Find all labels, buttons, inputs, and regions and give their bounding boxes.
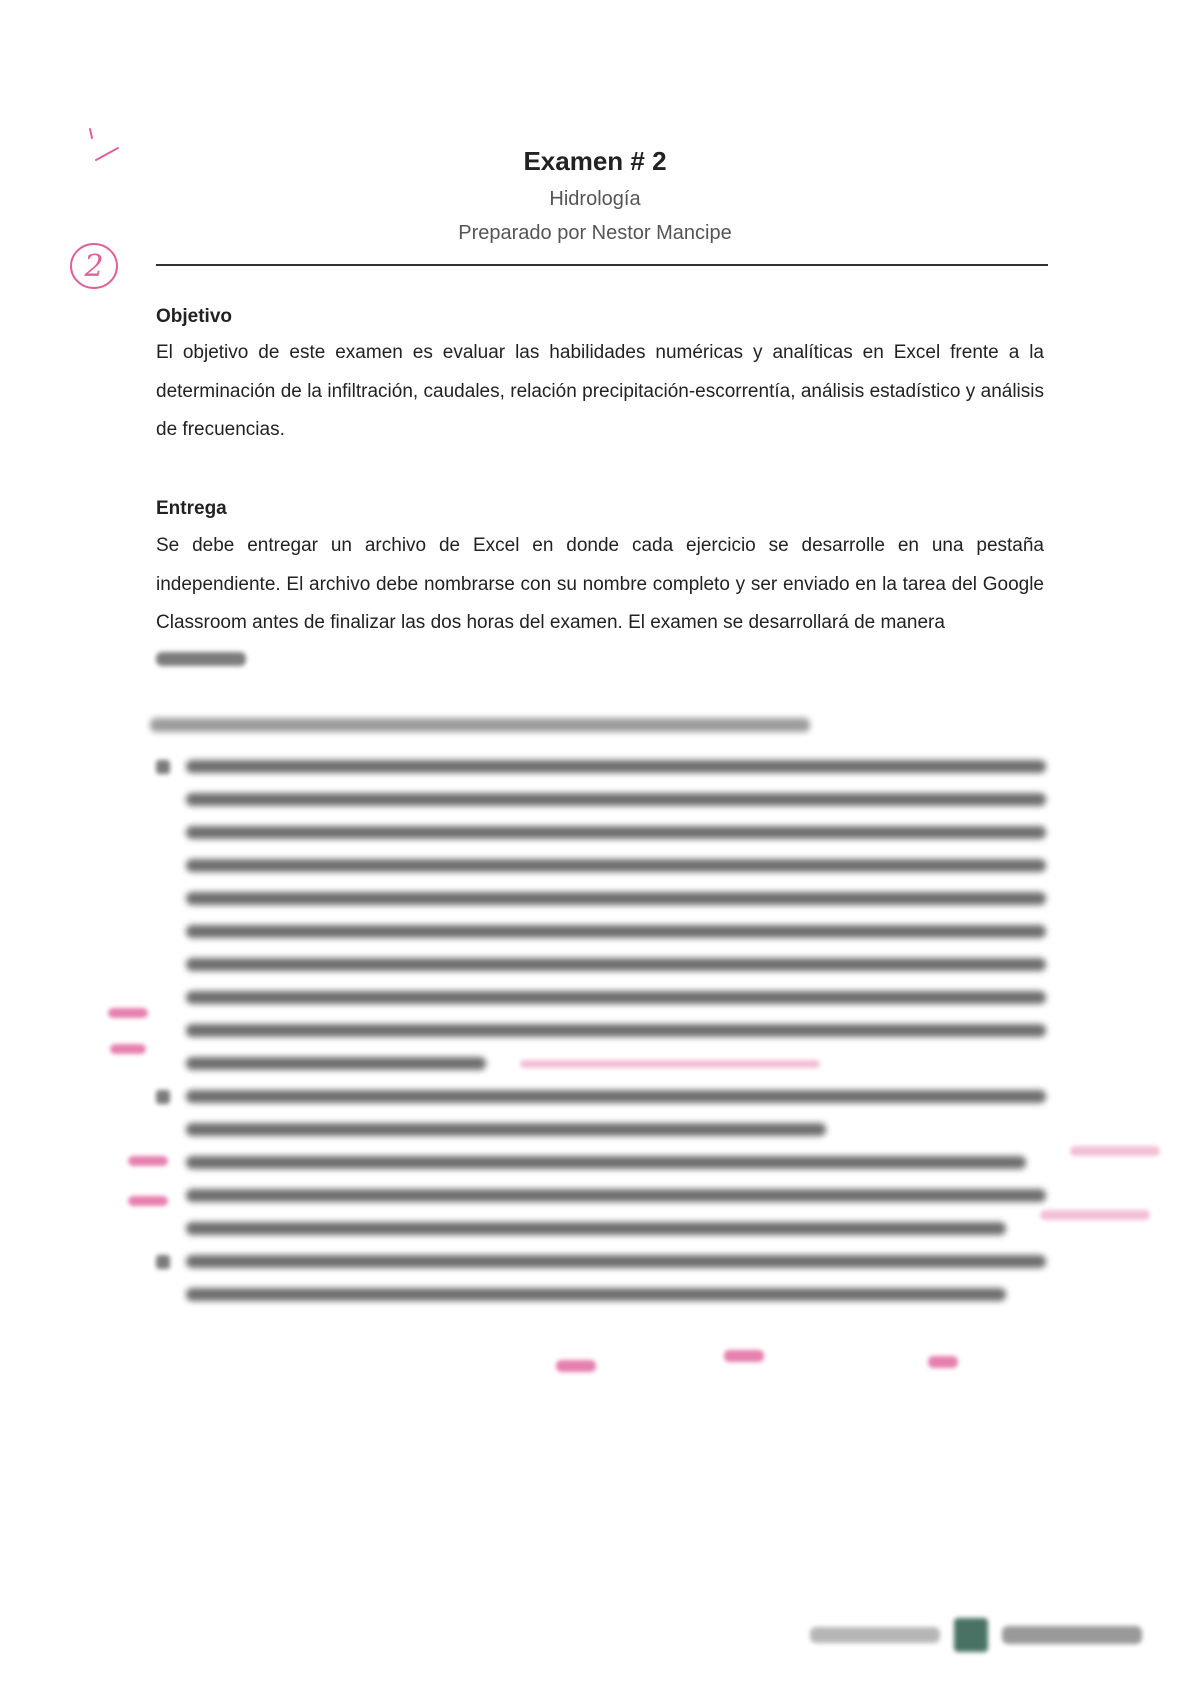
annotation-blurred	[108, 1008, 148, 1018]
question-number-blurred	[156, 1255, 170, 1269]
questions-blurred-block	[150, 718, 1050, 1321]
grade-number: 2	[84, 249, 104, 284]
scanner-logo-icon	[954, 1618, 988, 1652]
blurred-line	[186, 1222, 1006, 1235]
blurred-line	[186, 958, 1046, 971]
annotation-blurred	[556, 1360, 596, 1372]
watermark-brand-blurred	[1002, 1626, 1142, 1644]
blurred-line	[186, 1123, 826, 1136]
question-1-blurred	[150, 760, 1050, 1070]
question-3-blurred	[150, 1255, 1050, 1301]
question-2-blurred	[150, 1090, 1050, 1235]
annotation-blurred	[520, 1060, 820, 1068]
blurred-line	[186, 1288, 1006, 1301]
watermark-text-blurred	[810, 1627, 940, 1643]
author-line: Preparado por Nestor Mancipe	[458, 222, 732, 244]
annotation-blurred	[128, 1196, 168, 1206]
entrega-paragraph: Se debe entregar un archivo de Excel en donde cada ejercicio se desarrolle en una pestaña independiente. El archivo debe nombrarse con su nombre completo y ser enviado en la tarea del Google Classroom antes de finalizar las dos horas del examen. El examen se desarrollará de manera	[156, 535, 1044, 633]
annotation-blurred	[928, 1356, 958, 1368]
blurred-line	[186, 991, 1046, 1004]
questions-heading-blurred	[150, 718, 810, 732]
annotation-blurred	[128, 1156, 168, 1166]
blurred-line	[186, 925, 1046, 938]
blurred-line	[186, 1255, 1046, 1268]
page-title: Examen # 2	[523, 146, 667, 176]
blurred-line	[186, 1090, 1046, 1103]
blurred-line	[186, 1189, 1046, 1202]
circle-icon	[66, 238, 122, 294]
blurred-line	[186, 859, 1046, 872]
objetivo-heading: Objetivo	[156, 306, 233, 327]
question-number-blurred	[156, 1090, 170, 1104]
circled-grade-mark	[66, 238, 122, 294]
annotation-blurred	[1070, 1146, 1160, 1156]
blurred-line	[186, 1024, 1046, 1037]
annotation-blurred	[110, 1044, 146, 1054]
header-divider	[156, 264, 1048, 266]
entrega-heading: Entrega	[156, 498, 227, 519]
blurred-line	[186, 760, 1046, 773]
blurred-line	[186, 1156, 1026, 1169]
blurred-line	[186, 793, 1046, 806]
blurred-line	[186, 892, 1046, 905]
question-number-blurred	[156, 760, 170, 774]
blurred-line	[186, 1057, 486, 1070]
scanner-watermark	[810, 1618, 1142, 1652]
blurred-word	[156, 652, 246, 666]
annotation-blurred	[724, 1350, 764, 1362]
annotation-blurred	[1040, 1210, 1150, 1220]
blurred-line	[186, 826, 1046, 839]
course-subtitle: Hidrología	[549, 188, 641, 210]
objetivo-paragraph: El objetivo de este examen es evaluar las habilidades numéricas y analíticas en Excel frente a la determinación de la infiltración, caudales, relación precipitación-escorrentía, análisis estadístico y análisis de frecuencias.	[156, 342, 1044, 440]
